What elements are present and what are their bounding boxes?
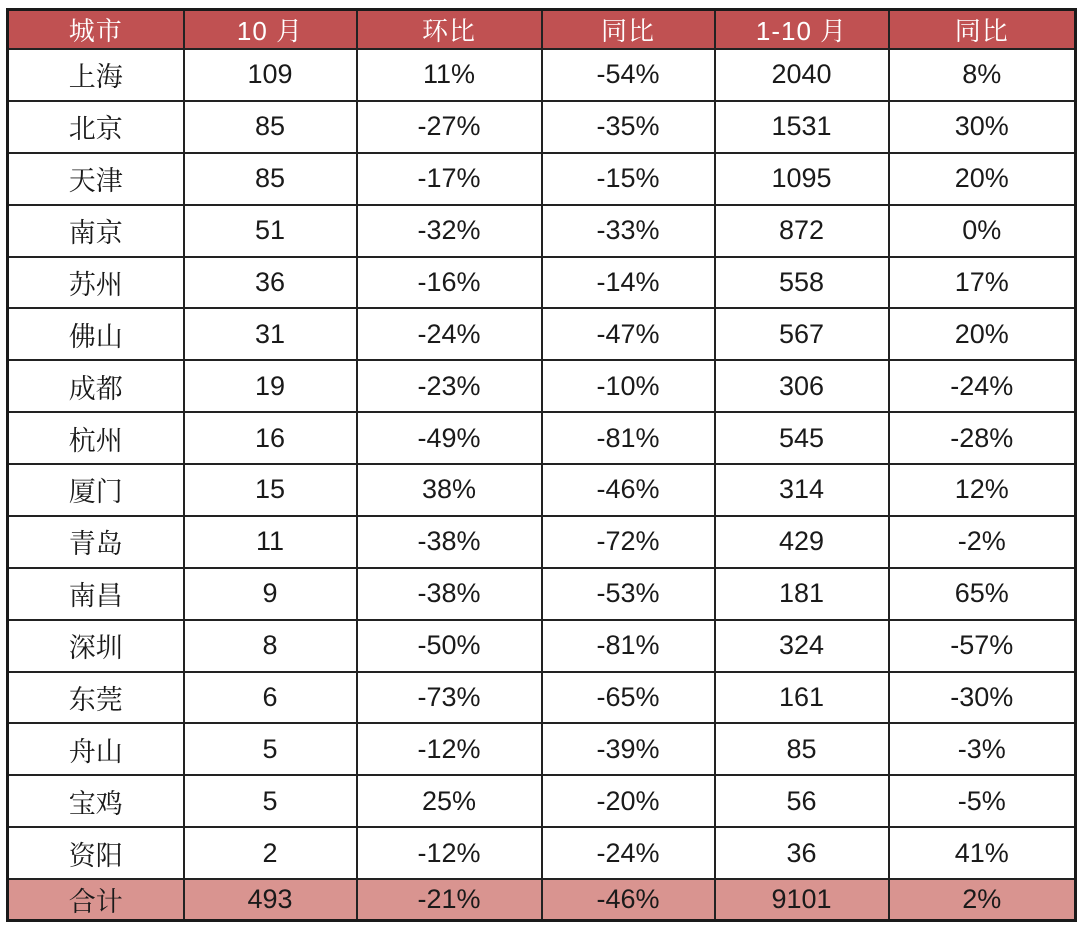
cell-oct: 19 <box>184 360 357 412</box>
cell-ytd: 2040 <box>715 49 889 101</box>
header-cell-october: 10 月 <box>184 10 357 50</box>
cell-ytd-yoy: 0% <box>889 205 1076 257</box>
cell-yoy: -39% <box>542 723 715 775</box>
cell-city: 天津 <box>8 153 184 205</box>
cell-yoy: -81% <box>542 620 715 672</box>
cell-yoy: -72% <box>542 516 715 568</box>
cell-ytd-yoy: 17% <box>889 257 1076 309</box>
cell-oct: 36 <box>184 257 357 309</box>
cell-ytd: 429 <box>715 516 889 568</box>
cell-ytd: 85 <box>715 723 889 775</box>
table-row-chengdu <box>8 360 1076 412</box>
cell-yoy: -54% <box>542 49 715 101</box>
cell-yoy: -46% <box>542 464 715 516</box>
header-cell-ytd: 1-10 月 <box>715 10 889 50</box>
cell-ytd: 161 <box>715 672 889 724</box>
total-oct: 493 <box>184 879 357 921</box>
cell-yoy: -10% <box>542 360 715 412</box>
cell-mom: 25% <box>357 775 542 827</box>
table-header <box>8 10 1076 50</box>
cell-ytd: 306 <box>715 360 889 412</box>
cell-mom: 38% <box>357 464 542 516</box>
cell-oct: 109 <box>184 49 357 101</box>
cell-yoy: -24% <box>542 827 715 879</box>
table-row-nanchang <box>8 568 1076 620</box>
table-row-suzhou <box>8 257 1076 309</box>
cell-ytd: 36 <box>715 827 889 879</box>
cell-mom: -50% <box>357 620 542 672</box>
cell-oct: 15 <box>184 464 357 516</box>
cell-mom: -38% <box>357 516 542 568</box>
total-label: 合计 <box>8 879 184 921</box>
cell-yoy: -33% <box>542 205 715 257</box>
cell-mom: -73% <box>357 672 542 724</box>
cell-mom: -12% <box>357 723 542 775</box>
table-footer <box>8 879 1076 921</box>
cell-ytd: 56 <box>715 775 889 827</box>
cell-city: 南京 <box>8 205 184 257</box>
cell-oct: 9 <box>184 568 357 620</box>
cell-mom: 11% <box>357 49 542 101</box>
header-cell-city: 城市 <box>8 10 184 50</box>
cell-mom: -49% <box>357 412 542 464</box>
total-ytd-yoy: 2% <box>889 879 1076 921</box>
cell-oct: 2 <box>184 827 357 879</box>
cell-city: 厦门 <box>8 464 184 516</box>
cell-ytd-yoy: 8% <box>889 49 1076 101</box>
table-row-nanjing <box>8 205 1076 257</box>
cell-city: 北京 <box>8 101 184 153</box>
cell-city: 苏州 <box>8 257 184 309</box>
city-sales-table <box>6 8 1077 922</box>
cell-oct: 16 <box>184 412 357 464</box>
cell-ytd: 872 <box>715 205 889 257</box>
total-ytd: 9101 <box>715 879 889 921</box>
table-row-foshan <box>8 308 1076 360</box>
cell-ytd-yoy: -28% <box>889 412 1076 464</box>
cell-mom: -12% <box>357 827 542 879</box>
cell-city: 资阳 <box>8 827 184 879</box>
cell-city: 成都 <box>8 360 184 412</box>
table-row-xiamen <box>8 464 1076 516</box>
cell-ytd: 545 <box>715 412 889 464</box>
cell-ytd-yoy: 20% <box>889 308 1076 360</box>
table-row-qingdao <box>8 516 1076 568</box>
cell-oct: 5 <box>184 723 357 775</box>
cell-ytd-yoy: 12% <box>889 464 1076 516</box>
cell-ytd-yoy: 30% <box>889 101 1076 153</box>
table-row-baoji <box>8 775 1076 827</box>
cell-ytd-yoy: -3% <box>889 723 1076 775</box>
header-row <box>8 10 1076 50</box>
table-row-dongguan <box>8 672 1076 724</box>
table-row-hangzhou <box>8 412 1076 464</box>
cell-city: 东莞 <box>8 672 184 724</box>
cell-yoy: -20% <box>542 775 715 827</box>
cell-yoy: -53% <box>542 568 715 620</box>
cell-oct: 51 <box>184 205 357 257</box>
cell-oct: 11 <box>184 516 357 568</box>
cell-mom: -32% <box>357 205 542 257</box>
total-mom: -21% <box>357 879 542 921</box>
cell-city: 南昌 <box>8 568 184 620</box>
cell-oct: 31 <box>184 308 357 360</box>
header-cell-ytd-yoy: 同比 <box>889 10 1076 50</box>
cell-mom: -16% <box>357 257 542 309</box>
table-row-tianjin <box>8 153 1076 205</box>
cell-ytd-yoy: 20% <box>889 153 1076 205</box>
table-row-beijing <box>8 101 1076 153</box>
cell-mom: -27% <box>357 101 542 153</box>
cell-ytd: 324 <box>715 620 889 672</box>
cell-ytd-yoy: -57% <box>889 620 1076 672</box>
cell-oct: 8 <box>184 620 357 672</box>
cell-mom: -24% <box>357 308 542 360</box>
cell-yoy: -47% <box>542 308 715 360</box>
cell-ytd-yoy: 65% <box>889 568 1076 620</box>
cell-city: 舟山 <box>8 723 184 775</box>
header-cell-mom: 环比 <box>357 10 542 50</box>
cell-city: 深圳 <box>8 620 184 672</box>
cell-city: 杭州 <box>8 412 184 464</box>
cell-yoy: -65% <box>542 672 715 724</box>
total-yoy: -46% <box>542 879 715 921</box>
cell-ytd-yoy: -24% <box>889 360 1076 412</box>
cell-yoy: -14% <box>542 257 715 309</box>
cell-ytd: 314 <box>715 464 889 516</box>
cell-city: 青岛 <box>8 516 184 568</box>
cell-yoy: -15% <box>542 153 715 205</box>
table-body <box>8 49 1076 879</box>
cell-city: 上海 <box>8 49 184 101</box>
cell-ytd: 1531 <box>715 101 889 153</box>
total-row <box>8 879 1076 921</box>
cell-oct: 5 <box>184 775 357 827</box>
cell-mom: -38% <box>357 568 542 620</box>
cell-ytd: 558 <box>715 257 889 309</box>
table-row-shanghai <box>8 49 1076 101</box>
cell-ytd-yoy: -30% <box>889 672 1076 724</box>
cell-ytd-yoy: 41% <box>889 827 1076 879</box>
table-row-zhoushan <box>8 723 1076 775</box>
cell-yoy: -35% <box>542 101 715 153</box>
table-row-shenzhen <box>8 620 1076 672</box>
cell-mom: -17% <box>357 153 542 205</box>
cell-city: 佛山 <box>8 308 184 360</box>
cell-yoy: -81% <box>542 412 715 464</box>
cell-oct: 85 <box>184 153 357 205</box>
cell-ytd: 567 <box>715 308 889 360</box>
header-cell-yoy: 同比 <box>542 10 715 50</box>
cell-ytd-yoy: -2% <box>889 516 1076 568</box>
cell-ytd: 181 <box>715 568 889 620</box>
cell-mom: -23% <box>357 360 542 412</box>
cell-oct: 6 <box>184 672 357 724</box>
table-row-ziyang <box>8 827 1076 879</box>
cell-oct: 85 <box>184 101 357 153</box>
cell-ytd: 1095 <box>715 153 889 205</box>
cell-city: 宝鸡 <box>8 775 184 827</box>
cell-ytd-yoy: -5% <box>889 775 1076 827</box>
